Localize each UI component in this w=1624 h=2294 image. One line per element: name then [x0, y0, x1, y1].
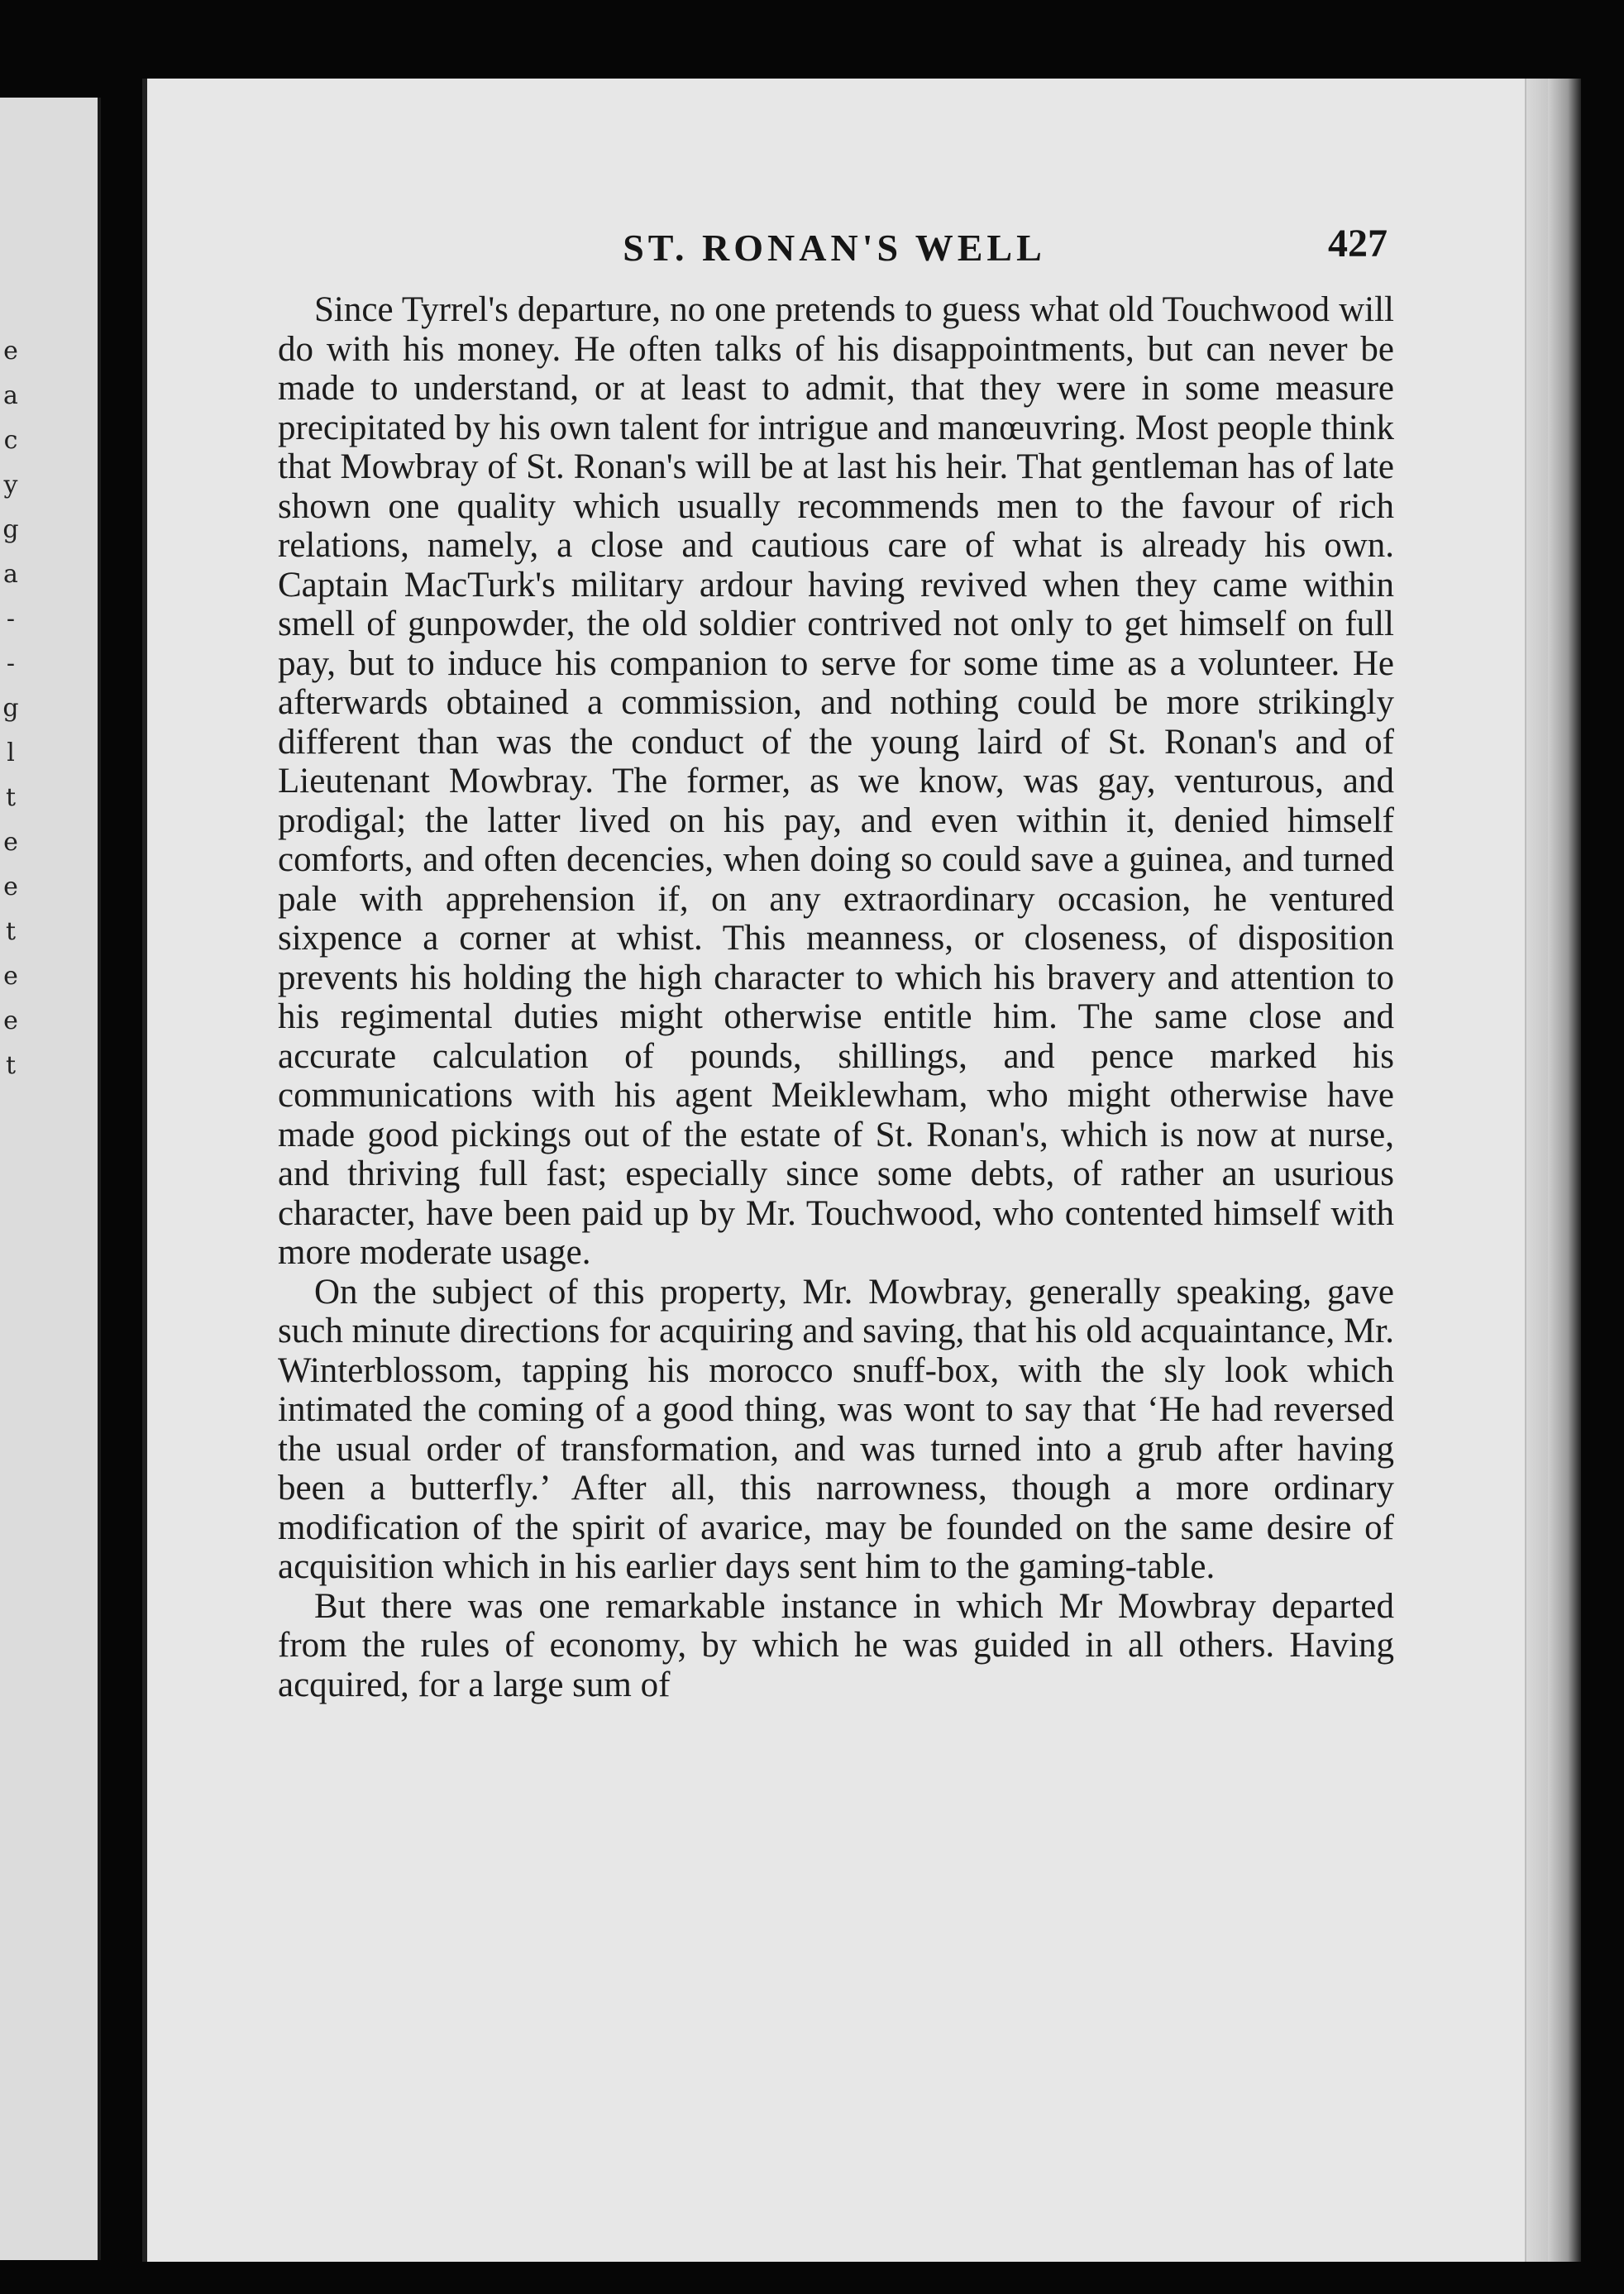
paragraph-1: Since Tyrrel's departure, no one pretends to guess what old Touchwood will do with his money. He often talks of his disappointments, but can never be made to understand, or at least to admit, that they were in some measure precipitated by his own talent for intrigue and manœuvring. Most people think that Mowbray of St. Ronan's will be at last his heir. That gentleman has of late shown one quality which usually recommends men to the favour of rich relations, namely, a close and cautious care of what is already his own. Captain MacTurk's military ardour having revived when they came within smell of gunpowder, the old soldier contrived not only to get himself on full pay, but to induce his companion to serve for some time as a volunteer. He afterwards obtained a commission, and nothing could be more strikingly different than was the conduct of the young laird of St. Ronan's and of Lieutenant Mowbray. The former, as we know, was gay, venturous, and prodigal; the latter lived on his pay, and even within it, denied himself comforts, and often decencies, when doing so could save a guinea, and turned pale with apprehension if, on any extraordinary occasion, he ventured sixpence a corner at whist. This meanness, or closeness, of disposition prevents his holding the high character to which his bravery and attention to his regimental duties might otherwise entitle him. The same close and accurate calculation of pounds, shillings, and pence marked his communications with his agent Meiklewham, who might otherwise have made good pickings out of the estate of St. Ronan's, which is now at nurse, and thriving full fast; especially since some debts, of rather an usurious character, have been paid up by Mr. Touchwood, who contented himself with more moderate usage.	[278, 290, 1394, 1272]
running-title: ST. RONAN'S WELL	[623, 227, 1046, 269]
left-page-edge-text: e a c y g a - - g l t e e t e e t	[2, 337, 19, 1080]
book-page	[142, 79, 1553, 2262]
page-right-shadow	[1548, 79, 1581, 2262]
paragraph-2: On the subject of this property, Mr. Mowbray, generally speaking, gave such minute directions for acquiring and saving, that his old acquaintance, Mr. Winterblossom, tapping his morocco snuff-box, with the sly look which intimated the coming of a good thing, was wont to say that ‘He had reversed the usual order of transformation, and was turned into a grub after having been a butterfly.’ After all, this narrowness, though a more ordinary modification of the spirit of avarice, may be founded on the same desire of acquisition which in his earlier days sent him to the gaming-table.	[278, 1272, 1394, 1586]
left-page-edge	[0, 98, 101, 2260]
page-number: 427	[1328, 222, 1388, 265]
page-header	[281, 221, 1388, 279]
paragraph-3: But there was one remarkable instance in which Mr Mowbray departed from the rules of economy, by which he was guided in all others. Having acquired, for a large sum of	[278, 1586, 1394, 1704]
body-text	[278, 290, 1394, 1704]
